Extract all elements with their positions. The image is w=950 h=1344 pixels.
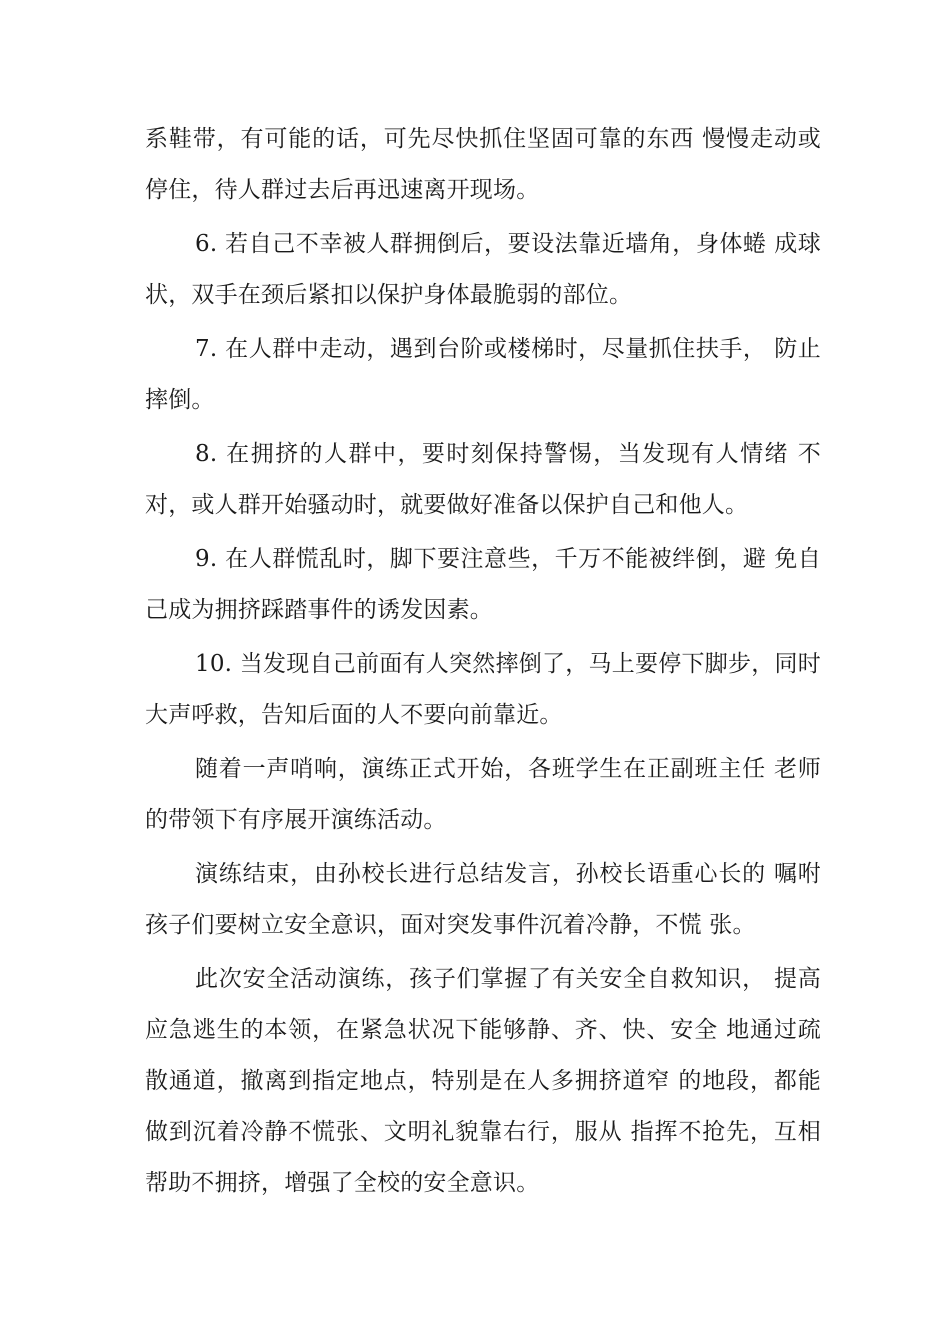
paragraph-item-9: 9. 在人群慌乱时，脚下要注意些，千万不能被绊倒，避 免自己成为拥挤踩踏事件的诱发因素。 [145, 546, 821, 623]
paragraph-item-10: 10. 当发现自己前面有人突然摔倒了，马上要停下脚步，同时大声呼救，告知后面的人不要向前靠近。 [145, 651, 821, 728]
paragraph-item-6: 6. 若自己不幸被人群拥倒后，要设法靠近墙角，身体蜷 成球状，双手在颈后紧扣以保护身体最脆弱的部位。 [145, 231, 821, 308]
paragraph-drill-start: 随着一声哨响，演练正式开始，各班学生在正副班主任 老师的带领下有序展开演练活动。 [145, 756, 821, 833]
paragraph-drill-end: 演练结束，由孙校长进行总结发言，孙校长语重心长的 嘱咐孩子们要树立安全意识，面对突发事件沉着冷静，不慌 张。 [145, 861, 821, 938]
paragraph-summary: 此次安全活动演练，孩子们掌握了有关安全自救知识， 提高应急逃生的本领，在紧急状况下能够静、齐、快、安全 地通过疏散通道，撤离到指定地点，特别是在人多拥挤道窄 的地段，都能做到沉着冷静不慌张、文明礼貌靠右行，服从 指挥不抢先，互相帮助不拥挤，增强了全校的安全意识。 [145, 966, 821, 1196]
paragraph-continuation: 系鞋带，有可能的话，可先尽快抓住坚固可靠的东西 慢慢走动或停住，待人群过去后再迅速离开现场。 [145, 126, 821, 203]
paragraph-item-7: 7. 在人群中走动，遇到台阶或楼梯时，尽量抓住扶手， 防止摔倒。 [145, 336, 821, 413]
paragraph-item-8: 8. 在拥挤的人群中，要时刻保持警惕，当发现有人情绪 不对，或人群开始骚动时，就要做好准备以保护自己和他人。 [145, 441, 821, 518]
document-body [145, 114, 821, 1212]
